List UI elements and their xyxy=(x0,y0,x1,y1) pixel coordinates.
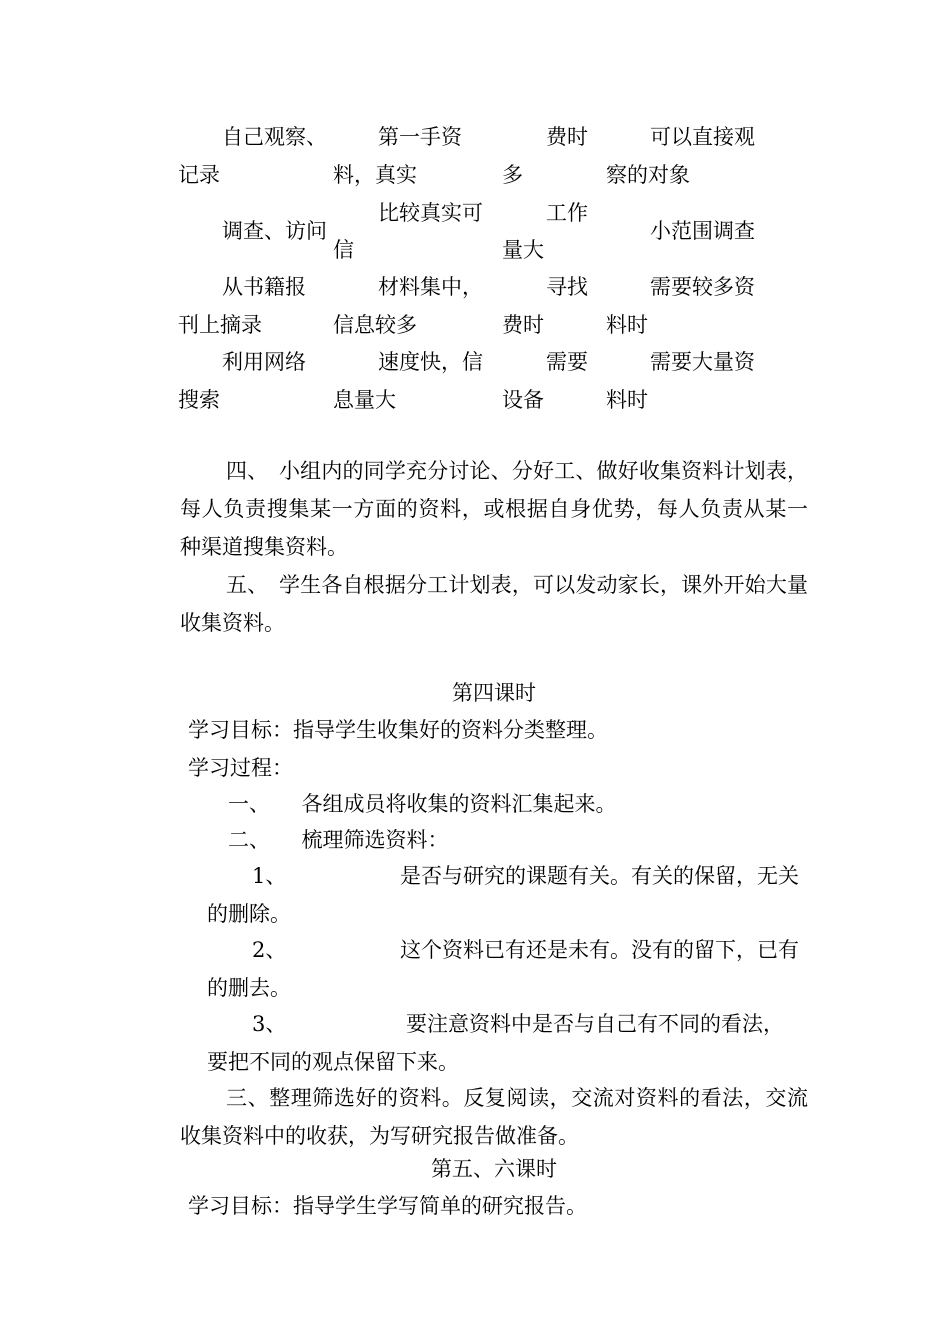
lesson4-step1: 一、 各组成员将收集的资料汇集起来。 xyxy=(228,792,617,816)
paragraph-step-five: 五、 学生各自根据分工计划表，可以发动家长，课外开始大量收集资料。 xyxy=(180,573,808,635)
table-r2-c3-line1: 工作 xyxy=(546,201,588,225)
lesson4-goal: 学习目标：指导学生收集好的资料分类整理。 xyxy=(188,718,608,742)
lesson4-title: 第四课时 xyxy=(452,681,536,705)
lesson4-sub1-number: 1、 xyxy=(252,864,287,888)
table-r3-c2-line1: 材料集中， xyxy=(378,275,483,299)
table-r2-c4: 小范围调查 xyxy=(650,219,755,243)
table-r4-c1-line2: 搜索 xyxy=(178,388,220,412)
lesson4-sub2-text: 这个资料已有还是未有。没有的留下，已有 xyxy=(400,938,799,962)
lesson4-sub3-text-cont: 要把不同的观点保留下来。 xyxy=(207,1050,459,1074)
table-r2-c3-line2: 量大 xyxy=(502,238,544,262)
lesson4-step3: 三、整理筛选好的资料。反复阅读，交流对资料的看法，交流收集资料中的收获，为写研究报告做准备。 xyxy=(180,1086,808,1148)
table-r1-c4-line2: 察的对象 xyxy=(606,163,690,187)
table-r3-c2-line2: 信息较多 xyxy=(333,313,417,337)
table-r4-c4-line1: 需要大量资 xyxy=(650,350,755,374)
lesson4-sub2-text-cont: 的删去。 xyxy=(207,976,291,1000)
lesson4-process-label: 学习过程： xyxy=(188,756,293,780)
lesson4-step2: 二、 梳理筛选资料： xyxy=(228,828,449,852)
table-r4-c3-line1: 需要 xyxy=(546,350,588,374)
lesson4-sub2-number: 2、 xyxy=(252,938,287,962)
table-r4-c1-line1: 利用网络 xyxy=(222,350,306,374)
table-r1-c2-line2: 料，真实 xyxy=(333,163,417,187)
table-r3-c1-line1: 从书籍报 xyxy=(222,275,306,299)
table-r3-c3-line1: 寻找 xyxy=(546,275,588,299)
table-r3-c3-line2: 费时 xyxy=(502,313,544,337)
table-r2-c2-line1: 比较真实可 xyxy=(378,201,483,225)
table-r4-c3-line2: 设备 xyxy=(502,388,544,412)
paragraph-step-four: 四、 小组内的同学充分讨论、分好工、做好收集资料计划表，每人负责搜集某一方面的资料，或根据自身优势，每人负责从某一种渠道搜集资料。 xyxy=(180,459,808,559)
table-r1-c4-line1: 可以直接观 xyxy=(650,125,755,149)
lesson4-sub3-text: 要注意资料中是否与自己有不同的看法， xyxy=(406,1012,784,1036)
table-r2-c2-line2: 信 xyxy=(333,238,354,262)
lesson4-sub1-text-cont: 的删除。 xyxy=(207,902,291,926)
table-r2-c1: 调查、访问 xyxy=(222,219,327,243)
table-r1-c3-line1: 费时 xyxy=(546,125,588,149)
table-r4-c2-line2: 息量大 xyxy=(333,388,396,412)
table-r1-c1-line1: 自己观察、 xyxy=(222,125,327,149)
lesson4-sub1-text: 是否与研究的课题有关。有关的保留，无关 xyxy=(400,864,799,888)
lesson56-goal: 学习目标：指导学生学写简单的研究报告。 xyxy=(188,1194,587,1218)
table-r4-c2-line1: 速度快，信 xyxy=(378,350,483,374)
table-r3-c4-line2: 料时 xyxy=(606,313,648,337)
table-r3-c4-line1: 需要较多资 xyxy=(650,275,755,299)
table-r1-c3-line2: 多 xyxy=(502,163,523,187)
table-r1-c2-line1: 第一手资 xyxy=(378,125,462,149)
lesson4-sub3-number: 3、 xyxy=(252,1012,287,1036)
table-r1-c1-line2: 记录 xyxy=(178,163,220,187)
table-r4-c4-line2: 料时 xyxy=(606,388,648,412)
lesson56-title: 第五、六课时 xyxy=(431,1157,557,1181)
table-r3-c1-line2: 刊上摘录 xyxy=(178,313,262,337)
